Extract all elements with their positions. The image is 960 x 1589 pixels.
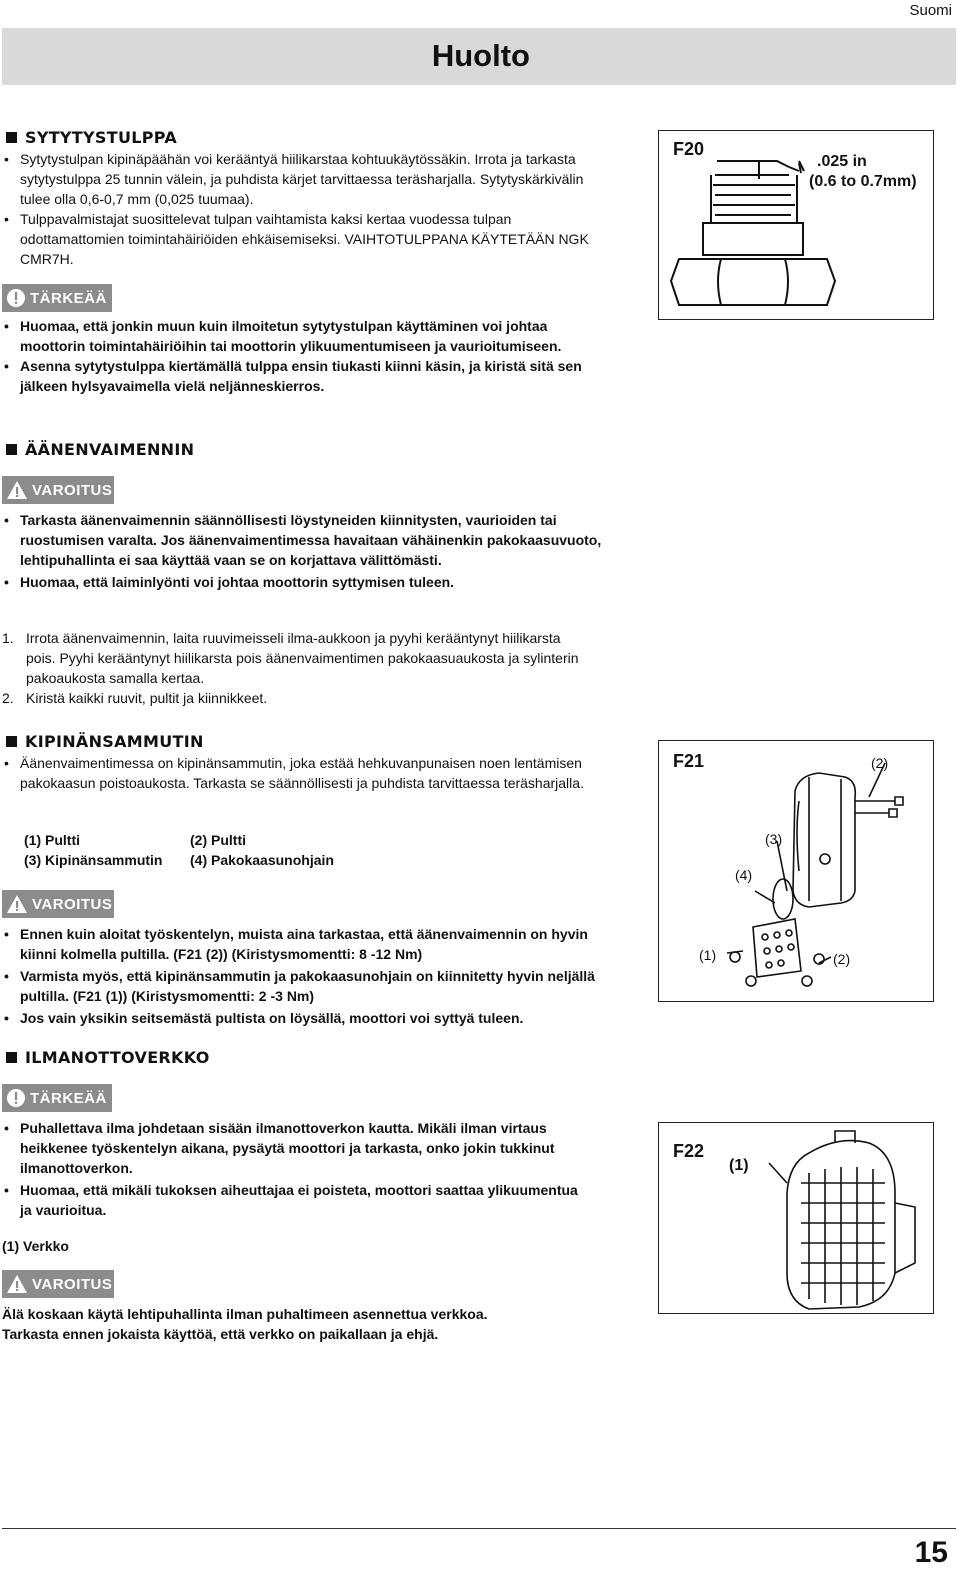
- section-heading-aanenvaimennin: ÄÄNENVAIMENNIN: [6, 440, 194, 459]
- figure-f21: [658, 740, 934, 1002]
- muffler-steps: [2, 628, 582, 708]
- figure-label: F22: [673, 1141, 705, 1161]
- spark-arrester-warning-list: [2, 924, 607, 1028]
- footer-divider: [2, 1528, 956, 1529]
- warning-badge: VAROITUS: [2, 476, 114, 504]
- warning-badge: VAROITUS: [2, 890, 114, 918]
- list-item: • Huomaa, että jonkin muun kuin ilmoitetun sytytystulpan käyttäminen voi johtaa moottorin toimintahäiriöihin tai moottorin ylikuumentumiseen ja vaurioitumiseen.: [2, 316, 597, 356]
- list-item: • Sytytystulpan kipinäpäähän voi kerääntyä hiilikarstaa kohtuukäytössäkin. Irrota ja tarkasta sytytystulppa 25 tunnin välein, ja puhdista kärjet tarvittaessa teräsharjalla. Sytytyskärkivälin tulee olla 0,6-0,7 mm (0,025 tuumaa).: [2, 149, 602, 209]
- spark-plug-drawing: [659, 131, 935, 321]
- gap-value-mm: (0.6 to 0.7mm): [809, 173, 917, 190]
- intake-warning-text: Älä koskaan käytä lehtipuhallinta ilman puhaltimeen asennettua verkkoa. Tarkasta ennen jokaista käyttöä, että verkko on paikallaan ja ehjä.: [2, 1306, 488, 1342]
- figure-f22: [658, 1122, 934, 1314]
- parts-legend: [24, 832, 424, 868]
- list-item: • Jos vain yksikin seitsemästä pultista on löysällä, moottori voi syttyä tuleen.: [2, 1008, 607, 1028]
- callout-label: (1): [699, 947, 717, 963]
- square-bullet-icon: [6, 736, 17, 747]
- square-bullet-icon: [6, 1052, 17, 1063]
- figure-f20: [658, 130, 934, 320]
- warning-triangle-icon: [6, 894, 28, 914]
- step-item: 1. Irrota äänenvaimennin, laita ruuvimeisseli ilma-aukkoon ja pyyhi kerääntynyt hiilikarsta pois. Pyyhi kerääntynyt hiilikarsta pois äänenvaimentimen pakokaasuaukosta ja sylinterin pakoaukosta samalla kertaa.: [2, 630, 579, 686]
- blower-drawing: [659, 1123, 935, 1315]
- exclamation-icon: [6, 288, 26, 308]
- gap-value-inch: .025 in: [817, 153, 867, 170]
- part-item: (1) Pultti: [24, 832, 81, 848]
- callout-label: (2): [871, 755, 889, 771]
- callout-label: (2): [833, 951, 851, 967]
- notice-badge: TÄRKEÄÄ: [2, 284, 112, 312]
- spark-plug-notice-list: [2, 316, 597, 396]
- list-item: • Ennen kuin aloitat työskentelyn, muista aina tarkastaa, että äänenvaimennin on hyvin kiinni kolmella pultilla. (F21 (2)) (Kiristysmomentti: 8 -12 Nm): [2, 924, 607, 964]
- section-heading-sytytystulppa: SYTYTYSTULPPA: [6, 128, 177, 147]
- page-number: 15: [914, 1536, 948, 1569]
- part-item: (3) Kipinänsammutin: [24, 852, 163, 868]
- spark-plug-list: [2, 149, 602, 269]
- warning-badge: VAROITUS: [2, 1270, 114, 1298]
- list-item: • Varmista myös, että kipinänsammutin ja pakokaasunohjain on kiinnitetty hyvin neljällä pultilla. (F21 (1)) (Kiristysmomentti: 2 -3 Nm): [2, 966, 607, 1006]
- warning-triangle-icon: [6, 1274, 28, 1294]
- section-heading-kipinansammutin: KIPINÄNSAMMUTIN: [6, 732, 204, 751]
- square-bullet-icon: [6, 132, 17, 143]
- list-item: • Huomaa, että mikäli tukoksen aiheuttajaa ei poisteta, moottori saattaa ylikuumentua ja vaurioitua.: [2, 1180, 582, 1220]
- notice-badge: TÄRKEÄÄ: [2, 1084, 112, 1112]
- list-item: • Asenna sytytystulppa kiertämällä tulppa ensin tiukasti kiinni käsin, ja kiristä sitä sen jälkeen hylsyavaimella vielä neljänneskierros.: [2, 356, 597, 396]
- part-item: (4) Pakokaasunohjain: [190, 852, 334, 868]
- spark-arrester-list: [2, 753, 602, 793]
- list-item: • Äänenvaimentimessa on kipinänsammutin, joka estää hehkuvanpunaisen noen lentämisen pakokaasun poistoaukosta. Tarkasta se säännöllisesti ja puhdista tarvittaessa teräsharjalla.: [2, 753, 602, 793]
- step-item: 2. Kiristä kaikki ruuvit, pultit ja kiinnikkeet.: [2, 690, 268, 706]
- part-item: (1) Verkko: [2, 1238, 69, 1254]
- page-title: Huolto: [431, 38, 530, 73]
- callout-label: (4): [735, 867, 753, 883]
- list-item: • Puhallettava ilma johdetaan sisään ilmanottoverkon kautta. Mikäli ilman virtaus heikkenee työskentelyn aikana, pysäytä moottori ja tarkasta, onko jokin tukkinut ilmanottoverkon.: [2, 1118, 582, 1178]
- language-label: Suomi: [909, 2, 952, 19]
- part-item: (2) Pultti: [190, 832, 247, 848]
- list-item: • Tarkasta äänenvaimennin säännöllisesti löystyneiden kiinnitysten, vaurioiden tai ruostumisen varalta. Jos äänenvaimentimessa havaitaan vähäinenkin pakokaasuvuoto, lehtipuhallinta ei saa käyttää vaan se on korjattava välittömästi.: [2, 510, 602, 570]
- callout-label: (1): [729, 1157, 749, 1174]
- warning-triangle-icon: [6, 480, 28, 500]
- list-item: • Huomaa, että laiminlyönti voi johtaa moottorin syttymisen tuleen.: [2, 572, 602, 592]
- intake-notice-list: [2, 1118, 582, 1220]
- figure-label: F20: [673, 139, 705, 159]
- square-bullet-icon: [6, 444, 17, 455]
- figure-label: F21: [673, 751, 705, 771]
- section-heading-ilmanottoverkko: ILMANOTTOVERKKO: [6, 1048, 210, 1067]
- list-item: • Tulppavalmistajat suosittelevat tulpan vaihtamista kaksi kertaa vuodessa tulpan odottamattomien toimintahäiriöiden ehkäisemiseksi. VAIHTOTULPPANA KÄYTETÄÄN NGK CMR7H.: [2, 209, 602, 269]
- muffler-warning-list: [2, 510, 602, 592]
- muffler-drawing: [659, 741, 935, 1003]
- callout-label: (3): [765, 831, 783, 847]
- exclamation-icon: [6, 1088, 26, 1108]
